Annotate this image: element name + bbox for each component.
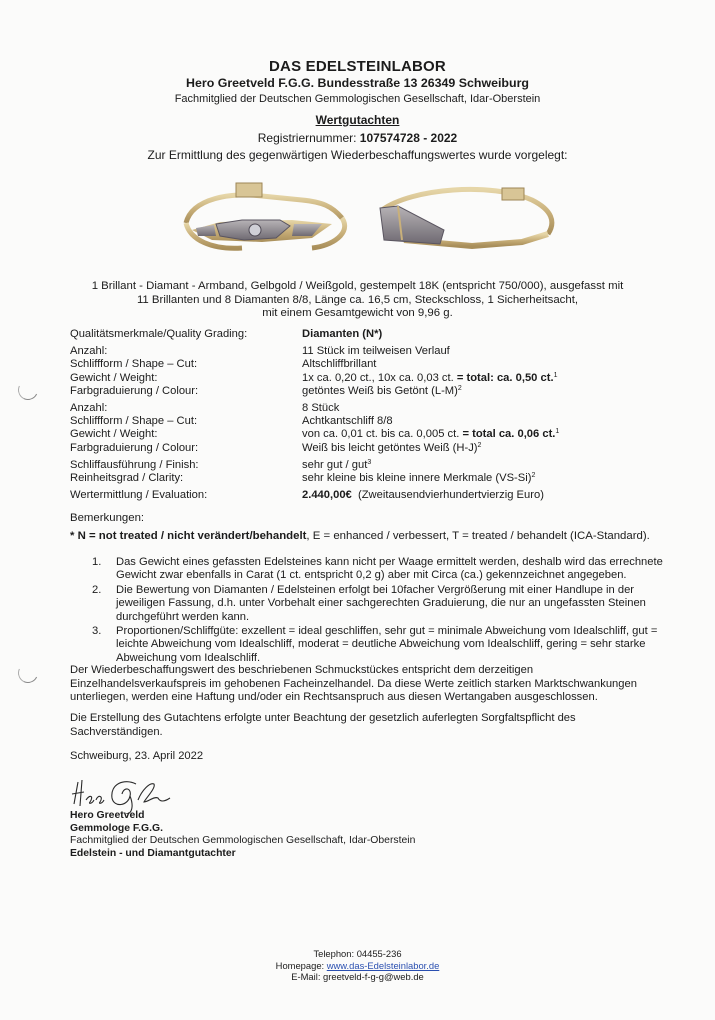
footnote-ref: 1 [555, 428, 560, 436]
footnote-ref: 3 [367, 458, 372, 466]
email-address: greetveld-f-g-g@web.de [323, 971, 424, 983]
note-item [92, 625, 682, 665]
note-text: Das Gewicht eines gefassten Edelsteines kann nicht per Waage ermittelt werden, deshalb wird das errechnete Gewicht zwar ebenfalls in Carat (1 ct. entspricht 0,2 g) aber mit Circa (ca.) gekennzeichnet angegeben. [116, 556, 663, 582]
registration-line [0, 131, 715, 145]
shape-label: Schliffform / Shape – Cut: [70, 415, 198, 428]
grading-heading-value: Diamanten (N*) [302, 328, 383, 340]
treatment-legend-rest: , E = enhanced / verbessert, T = treated / behandelt (ICA-Standard). [306, 530, 650, 542]
grading-row [70, 415, 630, 428]
evaluation-row [70, 489, 630, 502]
footnote-ref: 2 [457, 384, 462, 392]
shape-label: Schliffform / Shape – Cut: [70, 358, 198, 371]
weight-label: Gewicht / Weight: [70, 371, 158, 384]
bracelet-photo [172, 178, 560, 264]
evaluation-label: Wertermittlung / Evaluation: [70, 489, 208, 502]
punch-hole-mark [15, 377, 41, 403]
colour-value-text: Weiß bis leicht getöntes Weiß (H-J) [302, 441, 478, 454]
lab-membership: Fachmitglied der Deutschen Gemmologischen Gesellschaft, Idar-Oberstein [174, 93, 541, 105]
note-item [92, 556, 682, 583]
finish-value-text: sehr gut / gut [302, 458, 368, 471]
phone-line [0, 948, 715, 960]
signer-name: Hero Greetveld [70, 810, 145, 821]
count-value: 8 Stück [302, 402, 340, 415]
grading-row [70, 358, 630, 371]
signer-membership: Fachmitglied der Deutschen Gemmologischen Gesellschaft, Idar-Oberstein [70, 835, 416, 847]
intro-text: Zur Ermittlung des gegenwärtigen Wiederbeschaffungswertes wurde vorgelegt: [147, 148, 568, 162]
phone-label: Telephon: [313, 948, 357, 959]
lab-address: Hero Greetveld F.G.G. Bundesstraße 13 26349 Schweiburg [186, 76, 529, 90]
grading-row [70, 442, 630, 455]
weight-label: Gewicht / Weight: [70, 428, 158, 441]
evaluation-amount: 2.440,00€ [302, 489, 352, 502]
shape-value: Achtkantschliff 8/8 [302, 415, 393, 428]
finish-value [302, 459, 630, 472]
clarity-value [302, 472, 630, 485]
weight-value [302, 372, 630, 385]
footnote-ref: 1 [553, 371, 558, 379]
grading-row [70, 459, 630, 472]
evaluation-amount-words: (Zweitausendvierhundertvierzig Euro) [351, 489, 544, 502]
bracelet-side-view [380, 188, 552, 246]
grading-row [70, 402, 630, 415]
grading-row [70, 345, 630, 358]
note-number: 2. [92, 583, 102, 596]
grading-row [70, 385, 630, 398]
footnote-ref: 2 [531, 472, 536, 480]
signer-title: Gemmologe F.G.G. [70, 822, 163, 834]
registration-number: 107574728 - 2022 [359, 131, 458, 145]
note-number: 3. [92, 625, 102, 638]
homepage-label: Homepage: [275, 959, 327, 971]
weight-value-detail: von ca. 0,01 ct. bis ca. 0,005 ct. [302, 428, 463, 441]
shape-value: Altschliffbrillant [302, 358, 377, 371]
count-label: Anzahl: [70, 345, 108, 358]
count-label: Anzahl: [70, 402, 108, 415]
grading-heading-row [70, 328, 630, 341]
grading-row [70, 372, 630, 385]
note-item [92, 584, 682, 624]
footnote-ref: 2 [477, 441, 482, 449]
document-type: Wertgutachten [315, 113, 400, 127]
diligence-paragraph: Die Erstellung des Gutachtens erfolgte unter Beachtung der gesetzlich auferlegten Sorgfaltspflicht des Sachverständigen. [70, 712, 576, 738]
colour-value [302, 442, 630, 455]
item-description [0, 280, 715, 321]
phone-number: 04455-236 [356, 948, 402, 959]
handwritten-signature [66, 774, 176, 814]
place-date: Schweiburg, 23. April 2022 [70, 750, 204, 762]
colour-value-text: getöntes Weiß bis Getönt (L-M) [302, 384, 458, 397]
remarks-notes-list [92, 556, 682, 665]
lab-name: DAS EDELSTEINLABOR [269, 58, 446, 75]
contact-footer [0, 948, 715, 983]
quality-grading-table [70, 328, 630, 502]
weight-value-total: = total: ca. 0,50 ct. [456, 371, 554, 384]
description-line: 11 Brillanten und 8 Diamanten 8/8, Länge ca. 16,5 cm, Steckschloss, 1 Sicherheitsacht, [136, 293, 579, 306]
homepage-link[interactable]: www.das-Edelsteinlabor.de [326, 959, 440, 971]
bracelet-front-view [186, 183, 345, 248]
note-text: Proportionen/Schliffgüte: exzellent = ideal geschliffen, sehr gut = minimale Abweichung vom Idealschliff, gut = leichte Abweichung vom Idealschliff, moderat = deutliche Abweichung vom Idealschliff, gering = sehr starke Abweichung vom Idealschliff. [116, 625, 658, 664]
weight-value [302, 428, 630, 441]
colour-value [302, 385, 630, 398]
grading-row [70, 472, 630, 485]
note-number: 1. [92, 556, 102, 568]
homepage-line [0, 960, 715, 972]
description-line: mit einem Gesamtgewicht von 9,96 g. [262, 307, 453, 319]
punch-hole-mark [15, 660, 41, 686]
clarity-value-text: sehr kleine bis kleine innere Merkmale (VS-Si) [302, 472, 532, 485]
email-line [0, 971, 715, 983]
grading-row [70, 428, 630, 441]
email-label: E-Mail: [291, 971, 324, 983]
remarks-title: Bemerkungen: [70, 512, 145, 524]
colour-label: Farbgraduierung / Colour: [70, 384, 199, 397]
finish-label: Schliffausführung / Finish: [70, 458, 199, 471]
registration-label: Registriernummer: [257, 131, 360, 145]
description-line: 1 Brillant - Diamant - Armband, Gelbgold / Weißgold, gestempelt 18K (entspricht 750/000), ausgefasst mit [91, 280, 624, 292]
weight-value-detail: 1x ca. 0,20 ct., 10x ca. 0,03 ct. [302, 371, 457, 384]
signer-block [70, 810, 415, 860]
note-text: Die Bewertung von Diamanten / Edelsteinen erfolgt bei 10facher Vergrößerung mit einer Handlupe in der jeweiligen Fassung, d.h. unter Vorbehalt einer sachgerechten Graduierung, die nur an ungefassten Steinen durchgeführt werden kann. [116, 583, 646, 623]
grading-heading-label: Qualitätsmerkmale/Quality Grading: [70, 328, 248, 340]
treatment-legend-bold: * N = not treated / nicht verändert/behandelt [70, 530, 307, 542]
replacement-value-paragraph: Der Wiederbeschaffungswert des beschriebenen Schmuckstückes entspricht dem derzeitigen Einzelhandelsverkaufspreis im gehobenen Facheinzelhandel. Da diese Werte zeitlich starken Marktschwankungen unterliegen, werden eine Haftung und/oder ein Rechtsanspruch aus diesen Wertangaben ausgeschlossen. [70, 664, 637, 704]
signer-role: Edelstein - und Diamantgutachter [70, 847, 236, 859]
evaluation-value [302, 489, 630, 502]
count-value: 11 Stück im teilweisen Verlauf [302, 345, 450, 358]
treatment-legend [70, 530, 650, 542]
colour-label: Farbgraduierung / Colour: [70, 441, 199, 454]
clarity-label: Reinheitsgrad / Clarity: [70, 472, 184, 485]
weight-value-total: = total ca. 0,06 ct. [462, 428, 556, 441]
